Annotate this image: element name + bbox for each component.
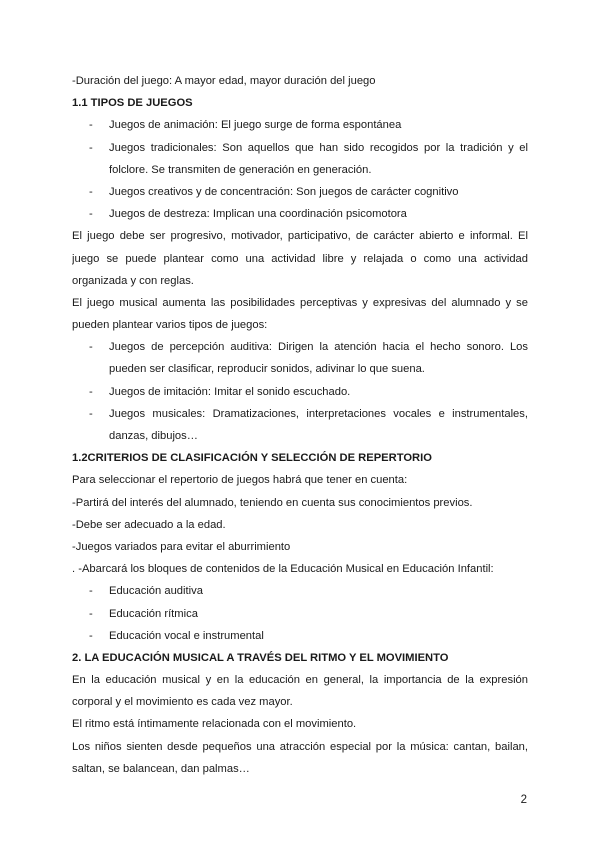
bullet-dash: - [89,607,93,620]
bullet-dash: - [89,208,93,221]
text-line: saltan, se balancean, dan palmas… [72,762,250,775]
list-item [72,137,528,159]
page-content [72,70,528,780]
bullet-dash: - [89,341,93,354]
text-line: . -Abarcará los bloques de contenidos de la Educación Musical en Educación Infantil: [72,563,494,576]
page-number: 2 [520,794,527,806]
text-line: juego se puede plantear como una actividad libre y relajada o como una actividad [72,252,528,265]
bullet-dash: - [89,119,93,132]
list-item-text: Juegos musicales: Dramatizaciones, interpretaciones vocales e instrumentales, [109,407,528,420]
list-item-text: Educación rítmica [109,607,198,620]
text-line: Los niños sienten desde pequeños una atracción especial por la música: cantan, bailan, [72,740,528,753]
text-line: -Juegos variados para evitar el aburrimiento [72,540,291,553]
list-item-continuation: folclore. Se transmiten de generación en generación. [109,163,372,176]
bullet-dash: - [89,407,93,420]
text-line: Para seleccionar el repertorio de juegos habrá que tener en cuenta: [72,474,408,487]
section-heading: 2. LA EDUCACIÓN MUSICAL A TRAVÉS DEL RITMO Y EL MOVIMIENTO [72,651,449,664]
bullet-dash: - [89,629,93,642]
list-item-text: Juegos de animación: El juego surge de forma espontánea [109,119,402,132]
list-item-text: Educación vocal e instrumental [109,629,264,642]
list-item [72,181,528,203]
list-item-text: Juegos de percepción auditiva: Dirigen la atención hacia el hecho sonoro. Los [109,341,528,354]
text-line: corporal y el movimiento es cada vez mayor. [72,696,293,709]
bullet-dash: - [89,385,93,398]
text-line: El juego musical aumenta las posibilidades perceptivas y expresivas del alumnado y se [72,296,528,309]
list-item [72,403,528,425]
text-line: El ritmo está íntimamente relacionada con el movimiento. [72,718,357,731]
text-line: El juego debe ser progresivo, motivador, participativo, de carácter abierto e informal. El [72,230,528,243]
list-item [72,580,528,602]
text-line: -Duración del juego: A mayor edad, mayor duración del juego [72,75,376,87]
bullet-dash: - [89,141,93,154]
text-line: pueden plantear varios tipos de juegos: [72,319,268,332]
section-heading: 1.2CRITERIOS DE CLASIFICACIÓN Y SELECCIÓN DE REPERTORIO [72,452,432,465]
list-item [72,625,528,647]
list-item-text: Educación auditiva [109,585,203,598]
list-item-text: Juegos tradicionales: Son aquellos que han sido recogidos por la tradición y el [109,141,528,154]
text-line: En la educación musical y en la educación en general, la importancia de la expresión [72,674,528,687]
list-item-continuation: danzas, dibujos… [109,430,198,442]
text-line: organizada y con reglas. [72,274,194,287]
list-item-text: Juegos de imitación: Imitar el sonido escuchado. [109,385,351,398]
bullet-dash: - [89,585,93,598]
list-item-text: Juegos creativos y de concentración: Son juegos de carácter cognitivo [109,185,459,198]
text-line: -Debe ser adecuado a la edad. [72,518,226,531]
list-item [72,114,528,136]
list-item [72,203,528,225]
text-line: -Partirá del interés del alumnado, teniendo en cuenta sus conocimientos previos. [72,496,473,509]
list-item [72,336,528,358]
list-item [72,603,528,625]
bullet-dash: - [89,185,93,198]
section-heading: 1.1 TIPOS DE JUEGOS [72,97,193,110]
list-item [72,381,528,403]
list-item-continuation: pueden ser clasificar, reproducir sonidos, adivinar lo que suena. [109,363,425,376]
list-item-text: Juegos de destreza: Implican una coordinación psicomotora [109,208,407,221]
